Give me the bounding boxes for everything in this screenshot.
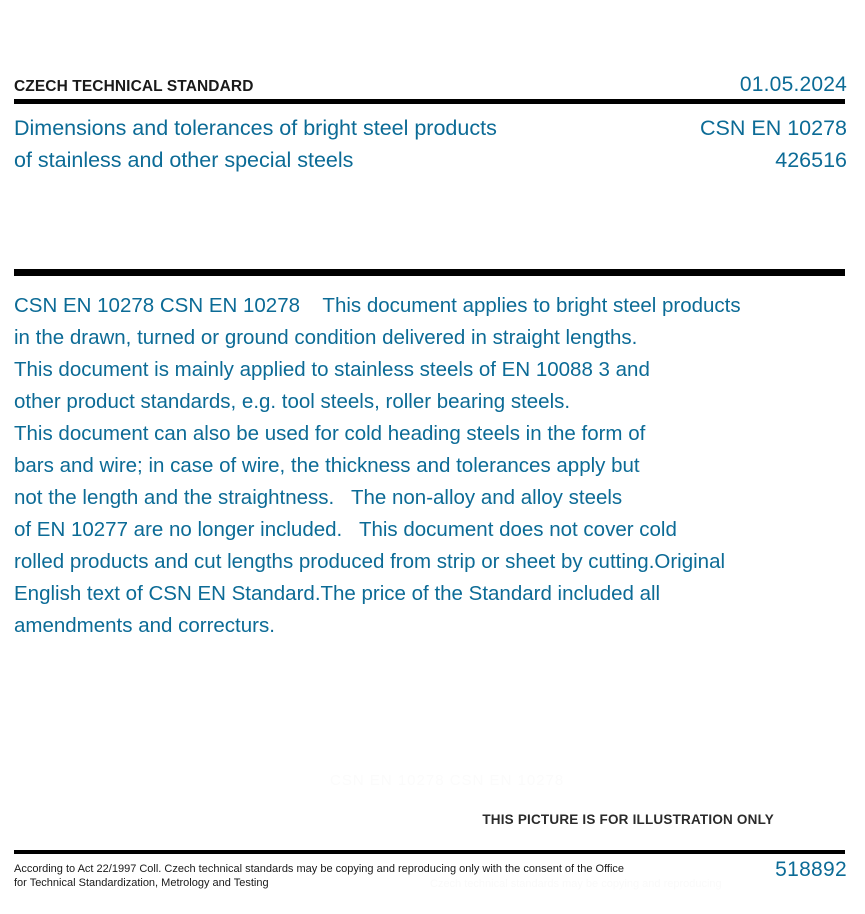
title-block (14, 112, 847, 176)
abstract-line: English text of CSN EN Standard.The price of the Standard included all (14, 582, 661, 605)
abstract-text (14, 290, 824, 642)
abstract-line: in the drawn, turned or ground condition delivered in straight lengths. (14, 326, 638, 349)
abstract-line: This document is mainly applied to stainless steels of EN 10088 3 and (14, 358, 650, 381)
issue-date: 01.05.2024 (739, 73, 847, 96)
order-code: 518892 (775, 858, 847, 881)
abstract-line: other product standards, e.g. tool steels, roller bearing steels. (14, 390, 571, 413)
header (14, 73, 847, 97)
abstract-line: This document can also be used for cold heading steels in the form of (14, 422, 646, 445)
abstract-line: not the length and the straightness. The non-alloy and alloy steels (14, 486, 623, 509)
footer-rule (14, 850, 845, 854)
classification-number: 426516 (775, 148, 847, 172)
footer-watermark: Czech technical standards may be copying and reproducing (430, 878, 722, 890)
standard-number: CSN EN 10278 (700, 116, 847, 140)
abstract-rule (14, 269, 845, 276)
abstract-line: of EN 10277 are no longer included. This document does not cover cold (14, 518, 677, 541)
header-rule (14, 99, 845, 104)
abstract-line: bars and wire; in case of wire, the thickness and tolerances apply but (14, 454, 640, 477)
footer-legal-line: for Technical Standardization, Metrology and Testing (14, 877, 269, 889)
footer-legal-line: According to Act 22/1997 Coll. Czech technical standards may be copying and reproducing only with the consent of the Office (14, 863, 625, 875)
document-kicker: CZECH TECHNICAL STANDARD (14, 78, 254, 95)
illustration-only-note: THIS PICTURE IS FOR ILLUSTRATION ONLY (482, 812, 774, 827)
abstract-line: CSN EN 10278 CSN EN 10278 This document applies to bright steel products (14, 294, 741, 317)
title-line: of stainless and other special steels (14, 148, 354, 172)
title-line: Dimensions and tolerances of bright steel products (14, 116, 497, 140)
abstract-line: rolled products and cut lengths produced from strip or sheet by cutting.Original (14, 550, 726, 573)
document-title (14, 112, 497, 176)
illustration-watermark: CSN EN 10278 CSN EN 10278 (330, 772, 565, 789)
standard-identifiers (700, 112, 847, 176)
abstract-line: amendments and correcturs. (14, 614, 275, 637)
